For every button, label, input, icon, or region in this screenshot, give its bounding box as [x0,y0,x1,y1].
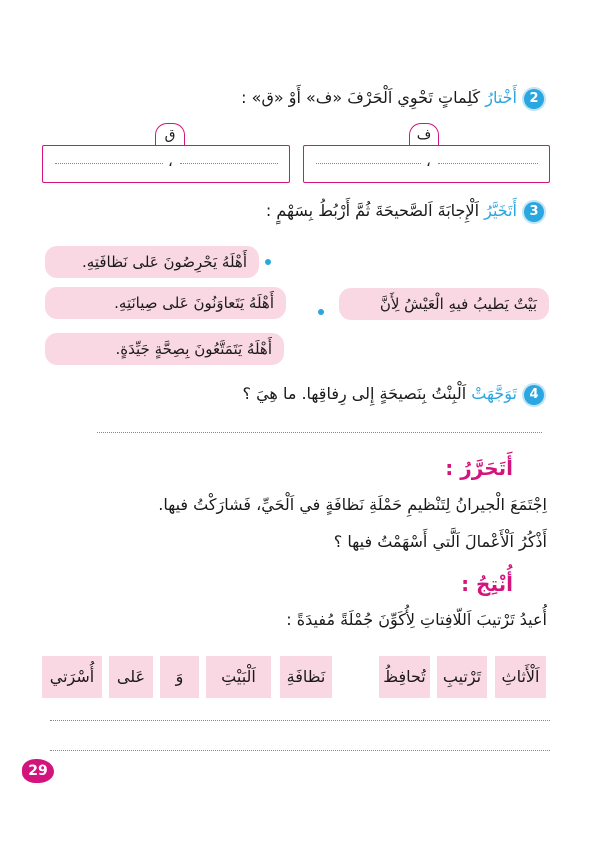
word-card[interactable]: نَظافَةِ [280,656,332,698]
question-3-text [266,201,517,220]
word-card[interactable]: تُحافِظُ [379,656,430,698]
question-3-instruction: اَلْإِجابَةَ اَلصَّحيحَةَ ثُمَّ أَرْبُطُ بِسَهْمٍ : [265,201,480,220]
section-title-atharrar: أَتَحَرَّرُ : [445,456,513,480]
answer-line[interactable] [180,163,278,164]
word-card[interactable]: اَلْبَيْتِ [206,656,271,698]
question-2-text [241,88,517,107]
question-2-number: 2 [524,89,544,109]
atharrar-paragraph-1: اِجْتَمَعَ الْجيرانُ لِتَنْظيمِ حَمْلَةِ نَظافَةٍ في اَلْحَيِّ، فَشارَكْتُ فيها. [158,495,547,514]
question-3-stem: بَيْتٌ يَطيبُ فيهِ الْعَيْشُ لِأَنَّ [339,288,549,320]
option-1[interactable]: أَهْلَهُ يَحْرِصُونَ عَلى نَظافَتِهِ. [45,246,259,278]
question-3-verb: أَتَخَيَّرُ [484,201,517,220]
page-number: 29 [22,759,54,783]
question-4-number: 4 [524,385,544,405]
answer-line[interactable] [50,750,550,751]
atharrar-paragraph-2: أَذْكُرُ اَلْأَعْمالَ اَلَّتي أَسْهَمْتُ فيها ؟ [333,532,547,551]
question-4-text [243,384,518,403]
letter-label-fa: ف [409,123,439,146]
word-card[interactable]: اَلْأَثاثِ [495,656,546,698]
option-1-anchor-dot[interactable] [265,259,271,265]
question-2-verb: أَخْتارُ [485,88,517,107]
question-3-number: 3 [524,202,544,222]
word-card[interactable]: عَلى [109,656,153,698]
question-4-instruction: اَلْبِنْتُ بِنَصيحَةٍ إِلى رِفاقِها. ما هِيَ ؟ [242,384,467,403]
separator-comma: ، [426,152,431,170]
answer-line[interactable] [316,163,421,164]
answer-box-fa[interactable] [303,145,550,183]
answer-line[interactable] [438,163,538,164]
option-3[interactable]: أَهْلَهُ يَتَمَتَّعُونَ بِصِحَّةٍ جَيِّدَةٍ. [45,333,284,365]
letter-label-qaf: ق [155,123,185,146]
question-2-instruction: كَلِماتٍ تَحْوِي اَلْحَرْفَ «ف» أَوْ «ق» : [241,88,481,107]
word-card[interactable]: وَ [160,656,199,698]
section-title-antej: أُنْتِجُ : [461,572,513,596]
separator-comma: ، [168,152,173,170]
question-4-verb: تَوَجَّهَتْ [471,384,517,403]
answer-line[interactable] [55,163,163,164]
option-2[interactable]: أَهْلَهُ يَتَعاوَنُونَ عَلى صِيانَتِهِ. [45,287,286,319]
word-card[interactable]: تَرْتيبِ [437,656,487,698]
answer-line[interactable] [97,432,542,433]
antej-instruction: أُعيدُ تَرْتيبَ اَللّافِتاتِ لِأُكَوِّنَ جُمْلَةً مُفيدَةً : [286,610,547,629]
answer-line[interactable] [50,720,550,721]
word-card[interactable]: أُسْرَتي [42,656,102,698]
answer-box-qaf[interactable] [42,145,290,183]
stem-anchor-dot[interactable] [318,309,324,315]
